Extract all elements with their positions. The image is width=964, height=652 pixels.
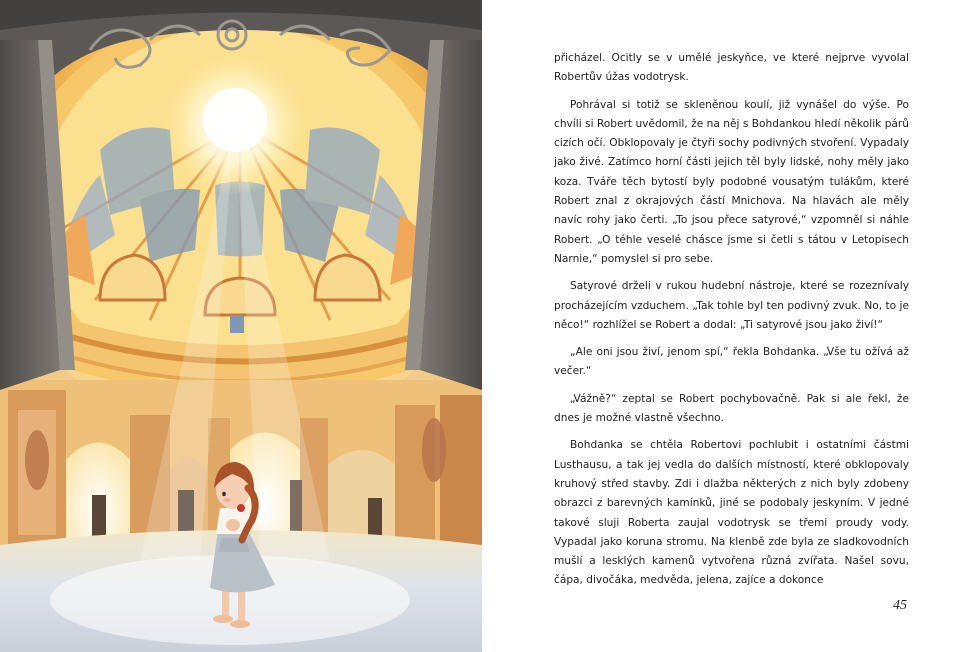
paragraph: Pohrával si totiž se skleněnou koulí, již vynášel do výše. Po chvíli si Robert uvědomil, že na něj s Bohdankou hledí několik párů cizích očí. Obklopovaly je čtyři sochy podivných stvoření. Vypadaly jako živé. Zatímco horní části jejich těl byly lidské, nohy měly jako koza. Tváře těch bytostí byly podobné vousatým tulákům, které Robert znal z okrajových částí Mnichova. Na hlavách ale měly navíc rohy jako čerti. „To jsou přece satyrové,“ vzpomněl si náhle Robert. „O téhle veselé chásce jsme si četli s tátou v Letopisech Narnie,“ pomyslel si pro sebe.: [554, 98, 909, 265]
paragraph: přicházel. Ocitly se v umělé jeskyňce, ve které nejprve vyvolal Robertův úžas vodotrysk.: [554, 52, 909, 84]
text-page: [482, 0, 964, 652]
story-text: [554, 49, 909, 599]
page-number: 45: [893, 598, 907, 613]
paragraph: Bohdanka se chtěla Robertovi pochlubit i ostatními částmi Lusthausu, a tak jej vedla do dalších místností, které obklopovaly kruhový střed stavby. Zdi i dlažba některých z nich byly zdobeny obrazci z barevných kamínků, jiné se podobaly jeskyním. V jedné takové sluji Roberta zaujal vodotrysk se třemi proudy vody. Vypadal jako koruna stromu. Na klenbě zde byla ze sladkovodních mušlí a lesklých kamenů vytvořena různá zvířata. Našel sovu, čápa, divočáka, medvěda, jelena, zajíce a dokonce: [554, 439, 909, 587]
paragraph: „Ale oni jsou živí, jenom spí,“ řekla Bohdanka. „Vše tu ožívá až večer.“: [554, 346, 909, 378]
paragraph: „Vážně?“ zeptal se Robert pochybovačně. Pak si ale řekl, že dnes je možné vlastně všechno.: [554, 392, 909, 425]
paragraph: Satyrové drželi v rukou hudební nástroje, které se rozeznívaly procházejícím vzduchem. „Tak tohle byl ten podivný zvuk. No, to je něco!“ rozhlížel se Robert a dodal: „Ti satyrové jsou jako živí!“: [554, 280, 909, 331]
